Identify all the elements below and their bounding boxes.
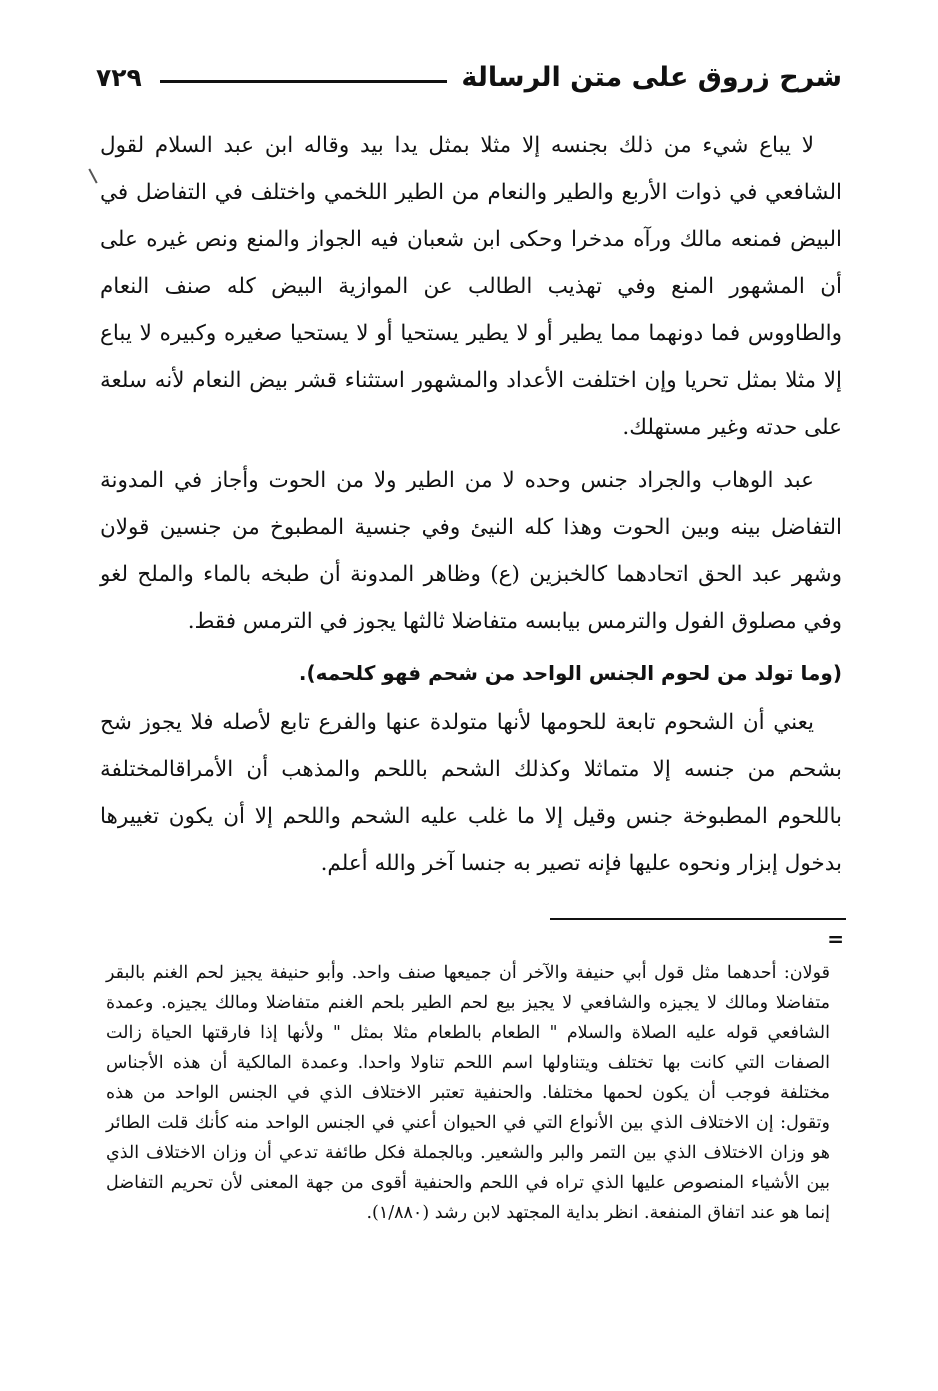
paragraph: عبد الوهاب والجراد جنس وحده لا من الطير ولا من الحوت وأجاز في المدونة التفاضل بينه وبين الحوت وهذا كله النيئ وفي جنسية المطبوخ من جنسين قولان وشهر عبد الحق اتحادهما كالخبزين (ع) وظاهر المدونة أن طبخه بالماء والملح لغو وفي مصلوق الفول والترمس بيابسه متفاضلا ثالثها يجوز في الترمس فقط.	[100, 468, 842, 634]
footnote-text: قولان: أحدهما مثل قول أبي حنيفة والآخر أن جميعها صنف واحد. وأبو حنيفة يجيز لحم الغنم بالبقر متفاضلا ومالك لا يجيزه والشافعي لا يجيز بيع لحم الطير بلحم الغنم متفاضلا ومالك يجيزه. وعمدة الشافعي قوله عليه الصلاة والسلام " الطعام بالطعام مثلا بمثل " ولأنها إذا فارقتها الحياة زالت الصفات التي كانت بها تختلف ويتناولها اسم اللحم تناولا واحدا. وعمدة المالكية أن هذه الأجناس مختلفة فوجب أن يكون لحمها مختلفا. والحنفية تعتبر الاختلاف الذي في الجنس الواحد من هذه وتقول: إن الاختلاف الذي بين الأنواع التي في الحيوان أعني في الجنس الواحد منه كأنك قلت الطائر هو وزان الاختلاف الذي بين التمر والبر والشعير. وبالجملة فكل طائفة تدعي أن وزان الاختلاف الذي بين الأشياء المنصوص عليها الذي تراه في اللحم والحنفية أقوى من جهة المعنى لأن تحريم التفاضل إنما هو عند اتفاق المنفعة. انظر بداية المجتهد لابن رشد (١/٨٨٠).	[106, 963, 830, 1223]
paragraph: يعني أن الشحوم تابعة للحومها لأنها متولدة عنها والفرع تابع لأصله فلا يجوز شح بشحم من جنسه إلا متماثلا وكذلك الشحم باللحم والمذهب أن الأمراقالمختلفة باللحوم المطبوخة جنس وقيل إلا ما غلب عليه الشحم واللحم إلا أن يكون تغييرها بدخول إبزار ونحوه عليها فإنه تصير به جنسا آخر والله أعلم.	[100, 710, 842, 876]
footnote-continuation-marker: =	[827, 927, 844, 951]
page-number: ٧٢٩	[96, 62, 142, 92]
header-rule	[160, 80, 448, 83]
matn-quote: (وما تولد من لحوم الجنس الواحد من شحم فهو كلحمه).	[298, 661, 842, 685]
stray-pen-mark	[88, 168, 97, 183]
page-header	[96, 52, 842, 102]
footnote-separator	[550, 918, 846, 920]
paragraph: لا يباع شيء من ذلك بجنسه إلا مثلا بمثل يدا بيد وقاله ابن عبد السلام لقول الشافعي في ذوات الأربع والطير والنعام من الطير اللخمي واختلف في التفاضل في البيض فمنعه مالك ورآه مدخرا وحكى ابن شعبان فيه الجواز والمنع ونص غيره على أن المشهور المنع وفي تهذيب الطالب عن الموازية البيض كله صنف النعام والطاووس فما دونهما مما يطير أو لا يطير يستحيا أو لا يستحيا صغيره وكبيره لا يباع إلا مثلا بمثل تحريا وإن اختلفت الأعداد والمشهور استثناء قشر بيض النعام لأنه سلعة على حدته وغير مستهلك.	[100, 133, 842, 440]
main-text	[100, 122, 842, 893]
book-title: شرح زروق على متن الرسالة	[461, 61, 842, 93]
